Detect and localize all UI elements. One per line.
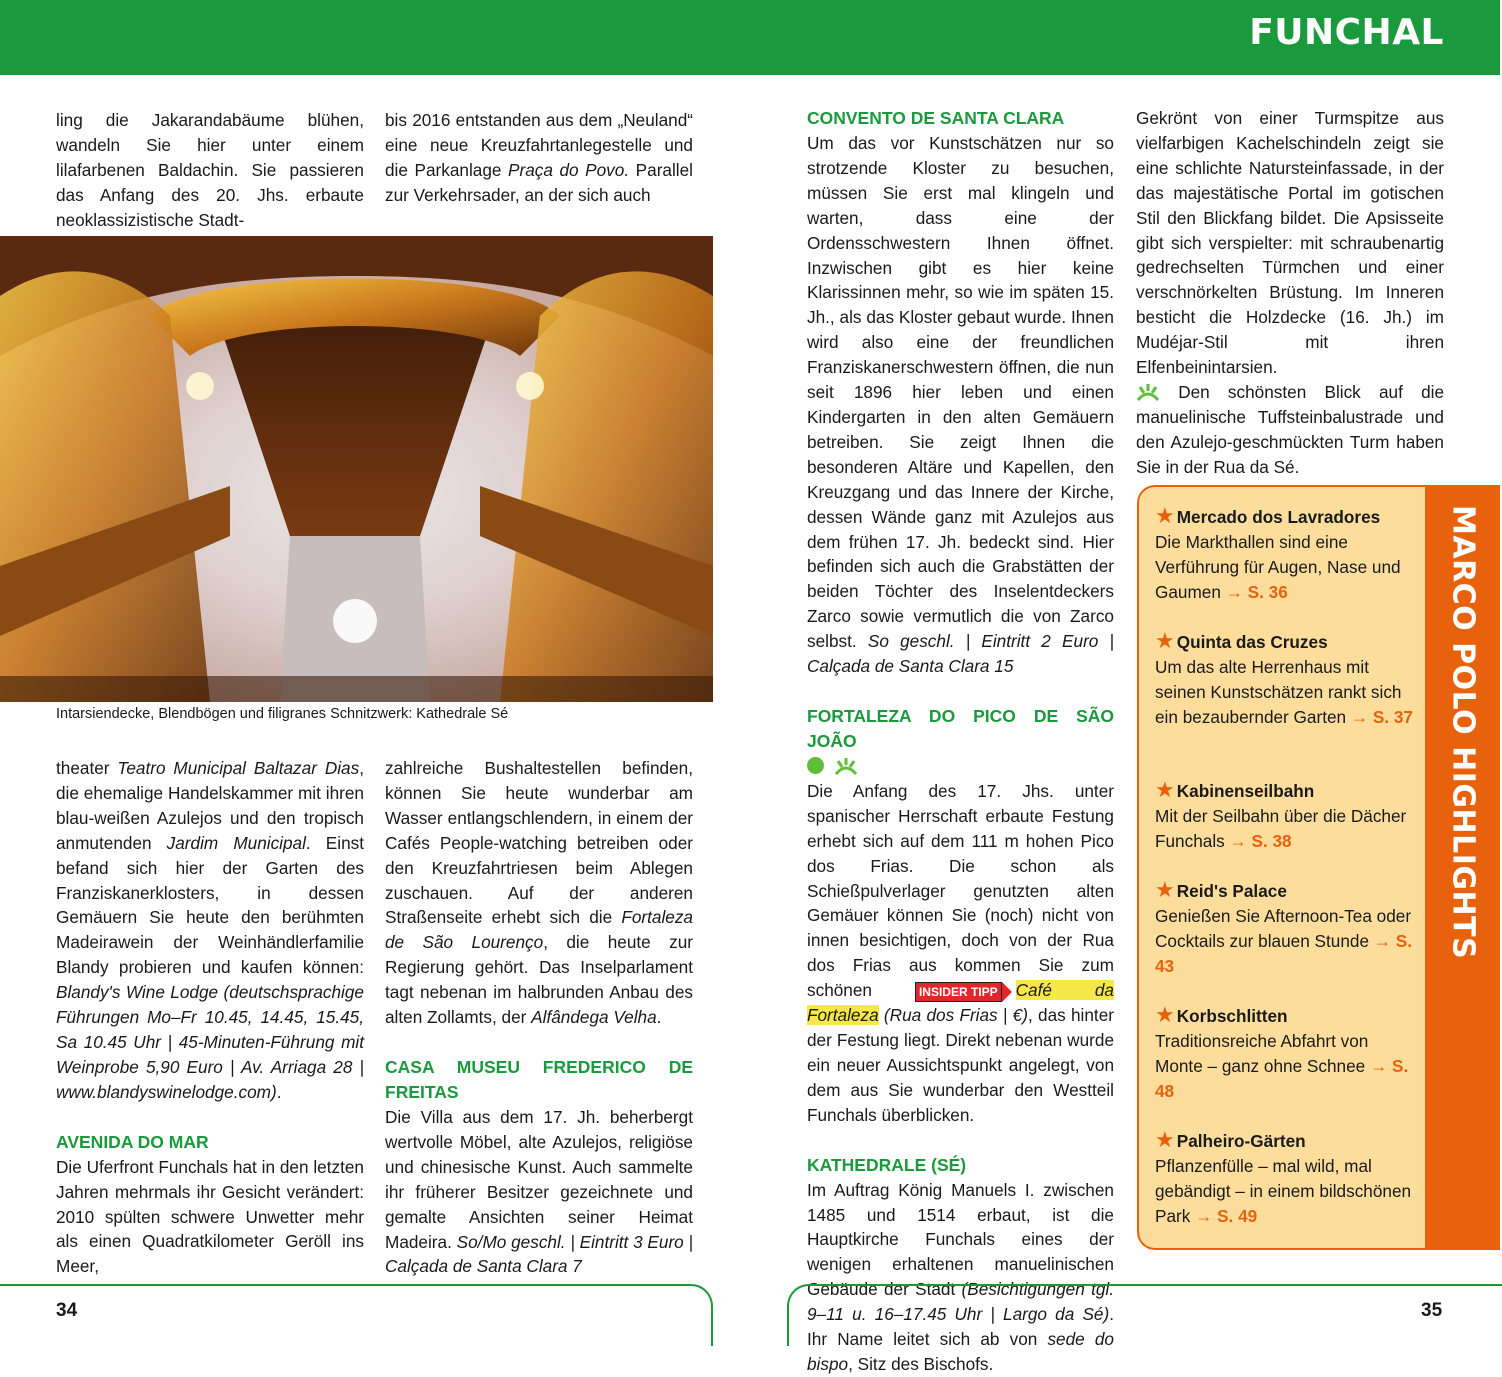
section-heading: CONVENTO DE SANTA CLARA <box>807 108 1065 128</box>
highlight-item: ★ Reid's Palace Genießen Sie Afternoon-Tea oder Cocktails zur blauen Stunde → S. 43 <box>1155 877 1412 976</box>
paragraph: Gekrönt von einer Turmspitze aus vielfarbigen Kachelschindeln zeigt sie eine schlichte Natursteinfassade, in der das majestätische Portal im gotischen Stil den Blickfang bildet. Die Apsisseite gibt sich verspielter: mit schraubenartig gedrechselten Türmchen und einer verschnörkelten Brüstung. Im Inneren besticht die Holzdecke (16. Jh.) im Mudéjar-Stil mit ihren Elfenbeinintarsien. Den schönsten Blick auf die manuelinische Tuffsteinbalustrade und den Azulejo-geschmückten Turm haben Sie in der Rua da Sé. <box>1136 108 1444 477</box>
photo-caption: Intarsiendecke, Blendbögen und filigranes Schnitzwerk: Kathedrale Sé <box>56 706 509 722</box>
footer-frame-right <box>787 1284 1502 1346</box>
page-number-left: 34 <box>56 1300 78 1321</box>
highlight-item: ★ Korbschlitten Traditionsreiche Abfahrt von Monte – ganz ohne Schnee → S. 48 <box>1155 1002 1409 1101</box>
paragraph: theater Teatro Municipal Baltazar Dias, die ehemalige Handelskammer mit ihren blau-weißen Azulejos und den tropisch anmutenden Jardim Municipal. Einst befand sich hier der Garten des Franziskanerklosters, in dessen Gemäuern Sie heute den berühmten Madeirawein der Weinhändlerfamilie Blandy probieren und kaufen können: Blandy's Wine Lodge (deutschsprachige Führungen Mo–Fr 10.45, 14.45, 15.45, Sa 10.45 Uhr | 45-Minuten-Führung mit Weinprobe 5,90 Euro | Av. Arriaga 28 | www.blandyswinelodge.com). <box>56 758 364 1102</box>
star-icon: ★ <box>1155 777 1175 802</box>
paragraph: Die Villa aus dem 17. Jh. beherbergt wertvolle Möbel, alte Azulejos, religiöse und chinesische Kunst. Auch sammelte ihr früherer Besitzer gezeichnete und gemalte Ansichten seiner Heimat Madeira. So/Mo geschl. | Eintritt 3 Euro | Calçada de Santa Clara 7 <box>385 1106 693 1277</box>
highlights-label: MARCO POLO HIGHLIGHTS <box>1445 505 1481 960</box>
paragraph: ling die Jakarandabäume blühen, wandeln Sie hier unter einem lilafarbenen Baldachin. Sie passieren das Anfang des 20. Jhs. erbaute neoklassizistische Stadt- <box>56 110 364 230</box>
highlight-item: ★ Palheiro-Gärten Pflanzenfülle – mal wild, mal gebändigt – in einem bildschönen Park → S. 49 <box>1155 1127 1412 1226</box>
paragraph: zahlreiche Bushaltestellen befinden, können Sie heute wunderbar am Wasser entlangschlendern, in einem der Cafés People-watching betreiben oder den Kreuzfahrtriesen beim Ablegen zuschauen. Auf der anderen Straßenseite erhebt sich die Fortaleza de São Lourenço, die heute zur Regierung gehört. Das Inselparlament tagt nebenan im halbrunden Anbau des alten Zollamts, der Alfândega Velha. <box>385 758 693 1028</box>
right-col2 <box>1136 106 1444 480</box>
paragraph: Die Anfang des 17. Jhs. unter spanischer Herrschaft erbaute Festung erhebt sich auf dem 111 m hohen Pico dos Frias. Die schon als Schießpulverlager genutzten alten Gemäuer können Sie (noch) nicht von innen besichtigen, doch von der Rua dos Frias aus kommen Sie zum schönen INSIDER TIPP Café da Fortaleza (Rua dos Frias | €), das hinter der Festung liegt. Direkt nebenan wurde ein neuer Aussichtspunkt angelegt, von dem aus Sie wunderbar den Westteil Funchals überblicken. <box>807 780 1114 1125</box>
paragraph: Im Auftrag König Manuels I. zwischen 1485 und 1514 erbaut, ist die Hauptkirche Funchals eines der wenigen erhaltenen manuelinischen Gebäude der Stadt (Besichtigungen tgl. 9–11 u. 16–17.45 Uhr | Largo da Sé). Ihr Name leitet sich ab von sede do bispo, Sitz des Bischofs. <box>807 1179 1114 1374</box>
star-icon: ★ <box>1155 1002 1175 1027</box>
chapter-title: FUNCHAL <box>1249 12 1444 53</box>
insider-tipp-icon: INSIDER TIPP <box>915 982 1012 1002</box>
star-icon: ★ <box>1155 628 1175 653</box>
left-col2-bottom <box>385 756 693 1279</box>
highlight-item: ★ Mercado dos Lavradores Die Markthallen sind eine Verführung für Augen, Nase und Gaumen → S. 36 <box>1155 503 1401 602</box>
left-col1-top <box>56 108 364 233</box>
page-number-right: 35 <box>1421 1300 1443 1321</box>
marco-polo-highlights-box <box>1137 485 1500 1250</box>
highlight-item: ★ Quinta das Cruzes Um das alte Herrenhaus mit seinen Kunstschätzen rankt sich ein bezaubernder Garten → S. 37 <box>1155 628 1413 727</box>
green-dot-icon <box>807 757 824 774</box>
header-bar <box>0 0 1500 75</box>
footer-frame-left <box>0 1284 713 1346</box>
star-icon: ★ <box>1155 877 1175 902</box>
paragraph: bis 2016 entstanden aus dem „Neuland“ eine neue Kreuzfahrtanlegestelle und die Parkanlage Praça do Povo. Parallel zur Verkehrsader, an der sich auch <box>385 110 693 205</box>
star-icon: ★ <box>1155 1127 1175 1152</box>
star-icon: ★ <box>1155 503 1175 528</box>
left-col2-top <box>385 108 693 208</box>
paragraph: Um das vor Kunstschätzen nur so strotzende Kloster zu besuchen, müssen Sie erst mal klingeln und warten, dass eine der Ordensschwestern Ihnen öffnet. Inzwischen gibt es hier keine Klarissinnen mehr, so wie im späten 15. Jh., als das Kloster gebaut wurde. Ihnen wird also eine der freundlichen Franziskanerschwestern öffnen, die nun seit 1896 hier leben und einen Kindergarten in den alten Gemäuern betreiben. Sie zeigt Ihnen die besonderen Altäre und Kapellen, den Kreuzgang und das Innere der Kirche, dessen Wände ganz mit Azulejos aus dem frühen 17. Jh. bedeckt sind. Hier befinden sich auch die Grabstätten der beiden Töchter des Inselentdeckers Zarco sowie vermutlich die von Zarco selbst. So geschl. | Eintritt 2 Euro | Calçada de Santa Clara 15 <box>807 133 1115 677</box>
paragraph: Die Uferfront Funchals hat in den letzten Jahren mehrmals ihr Gesicht verändert: 2010 spülten schwere Unwetter mehr als einen Quadratkilometer Geröll ins Meer, <box>56 1156 364 1277</box>
cathedral-photo <box>0 236 713 702</box>
right-col1 <box>807 106 1114 1377</box>
viewpoint-icon <box>1136 383 1160 401</box>
icon-row <box>807 754 1114 779</box>
highlight-item: ★ Kabinenseilbahn Mit der Seilbahn über die Dächer Funchals → S. 38 <box>1155 777 1407 851</box>
viewpoint-icon <box>834 757 858 775</box>
section-heading: FORTALEZA DO PICO DE SÃO JOÃO <box>807 705 1114 751</box>
left-col1-bottom <box>56 756 364 1279</box>
section-heading: KATHEDRALE (SÉ) <box>807 1154 967 1175</box>
section-heading: AVENIDA DO MAR <box>56 1131 209 1152</box>
section-heading: CASA MUSEU FREDERICO DE FREITAS <box>385 1056 693 1102</box>
